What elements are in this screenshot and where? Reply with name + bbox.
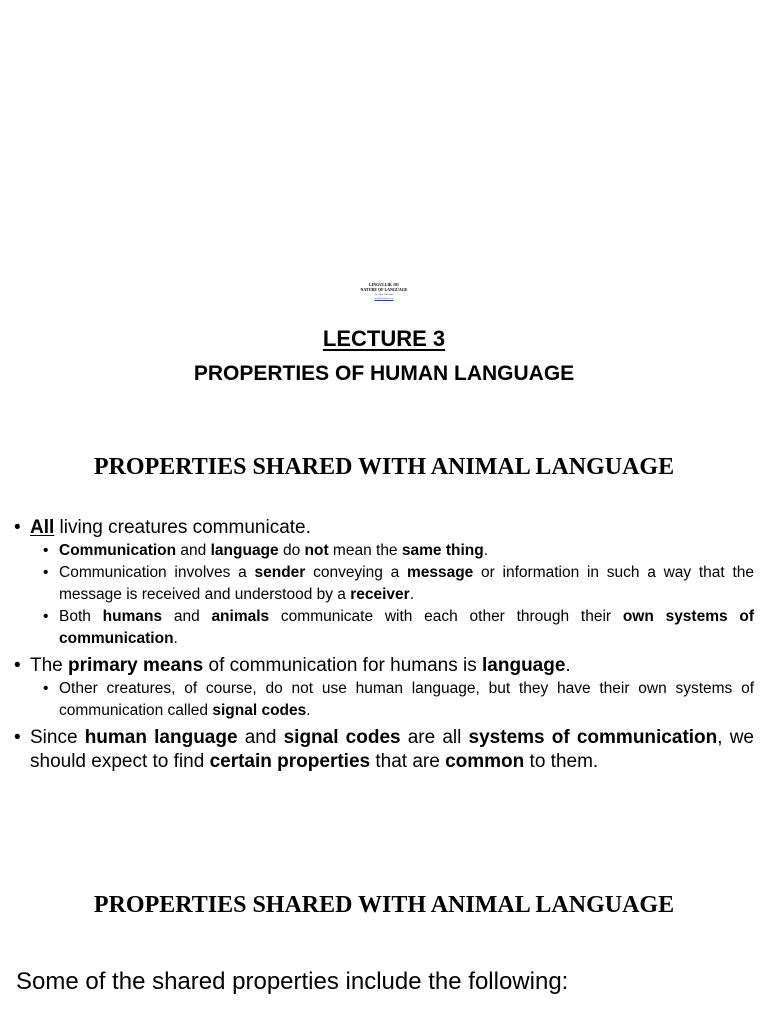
- bullet-icon: •: [14, 655, 21, 676]
- section-heading: PROPERTIES SHARED WITH ANIMAL LANGUAGE: [93, 892, 675, 918]
- course-title: NATURE OF LANGUAGE: [360, 287, 408, 292]
- bullet-list: [14, 516, 754, 774]
- list-item: • Both humans and animals communicate with each other through their own systems of communication.: [43, 608, 754, 647]
- sub-list: [43, 540, 754, 650]
- bullet-icon: •: [43, 564, 49, 581]
- closing-paragraph: Some of the shared properties include the following:: [16, 968, 569, 995]
- list-item: • Communication involves a sender conveying a message or information in such a way that the message is received and understood by a receiver.: [43, 564, 754, 603]
- list-item: • The primary means of communication for humans is language.: [14, 655, 571, 676]
- bullet-icon: •: [14, 727, 21, 748]
- bullet-icon: •: [43, 542, 49, 559]
- list-item: • Communication and language do not mean the same thing.: [43, 540, 754, 562]
- bullet-icon: •: [43, 680, 49, 697]
- instructor-name: Dr. John Anderson: [374, 293, 394, 296]
- bullet-icon: •: [14, 517, 21, 538]
- bullet-icon: •: [43, 608, 49, 625]
- instructor-email-link[interactable]: info@linguistics.ac: [374, 296, 394, 300]
- document-header: [0, 283, 768, 300]
- list-item: • All living creatures communicate.: [14, 517, 311, 538]
- list-item: • Other creatures, of course, do not use human language, but they have their own systems of communication called signal codes.: [43, 680, 754, 719]
- course-code: LINGUI.LIK 101: [368, 282, 399, 287]
- list-item: • Since human language and signal codes are all systems of communication, we should expect to find certain properties that are common to them.: [14, 727, 754, 772]
- lecture-subtitle: PROPERTIES OF HUMAN LANGUAGE: [193, 362, 575, 385]
- section-heading: PROPERTIES SHARED WITH ANIMAL LANGUAGE: [93, 454, 675, 480]
- lecture-number: LECTURE 3: [322, 326, 446, 351]
- sub-list: [43, 678, 754, 722]
